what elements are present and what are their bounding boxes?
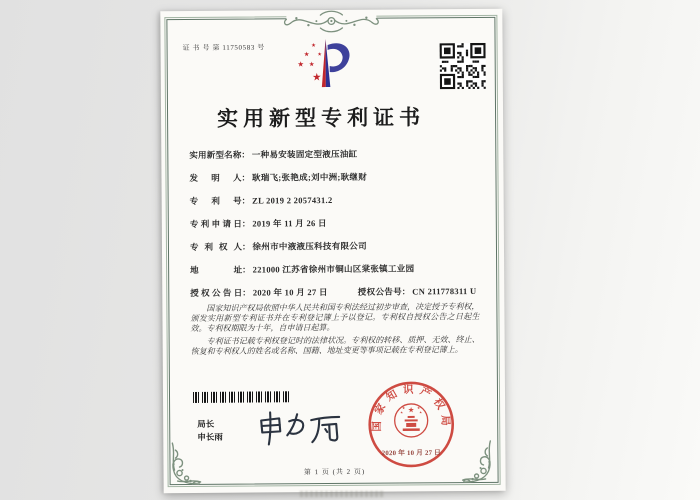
page-number: 第 1 页 (共 2 页)	[303, 467, 366, 477]
barcode	[193, 391, 291, 403]
field-list	[189, 147, 490, 310]
seal-ring-text: 国家知识产权局	[372, 384, 451, 432]
field-row-inventors: 发明人： 耿瑞飞;张艳成;刘中洲;耿继财	[189, 171, 368, 183]
legal-text	[190, 302, 479, 361]
signer-title: 局长	[197, 418, 215, 429]
legal-paragraph-2: 专利证书记载专利权登记时的法律状况。专利权的转移、质押、无效、终止、恢复和专利权人的姓名或名称、国籍、地址变更等事项记载在专利登记簿上。	[190, 335, 480, 357]
seal-date: 2020 年 10 月 27 日	[381, 449, 442, 458]
field-row-address: 地址： 221000 江苏省徐州市铜山区棠张镇工业园	[190, 263, 415, 275]
blurred-caption-smudge	[300, 491, 384, 497]
qr-code	[440, 43, 486, 89]
field-row-name: 实用新型名称： 一种易安装固定型液压油缸	[189, 148, 358, 161]
top-flourish-ornament	[270, 7, 392, 38]
certificate-paper	[160, 9, 505, 493]
field-row-patent-no: 专利号： ZL 2019 2 2057431.2	[189, 195, 333, 206]
corner-ornament-left-icon	[166, 440, 202, 486]
signature-shen-changyu	[251, 404, 351, 453]
certificate-number: 证 书 号 第 11750583 号	[182, 43, 265, 53]
national-emblem-icon	[395, 404, 428, 437]
cnipa-logo-icon	[297, 37, 359, 95]
official-seal	[366, 379, 457, 470]
signer-name: 申长雨	[197, 431, 223, 442]
certificate-title: 实用新型专利证书	[216, 105, 426, 131]
field-row-filing-date: 专利申请日： 2019 年 11 月 26 日	[189, 218, 327, 229]
corner-ornament-right-icon	[460, 438, 496, 484]
field-row-patentee: 专利权人： 徐州市中液液压科技有限公司	[189, 240, 367, 252]
field-row-grant: 授权公告日： 2020 年 10 月 27 日 授权公告号： CN 211778311 U	[190, 285, 477, 298]
legal-paragraph-1: 国家知识产权局依照中华人民共和国专利法经过初步审查，决定授予专利权，颁发实用新型专利证书并在专利登记簿上予以登记。专利权自授权公告之日起生效。专利权期限为十年，自申请日起算。	[190, 301, 480, 333]
